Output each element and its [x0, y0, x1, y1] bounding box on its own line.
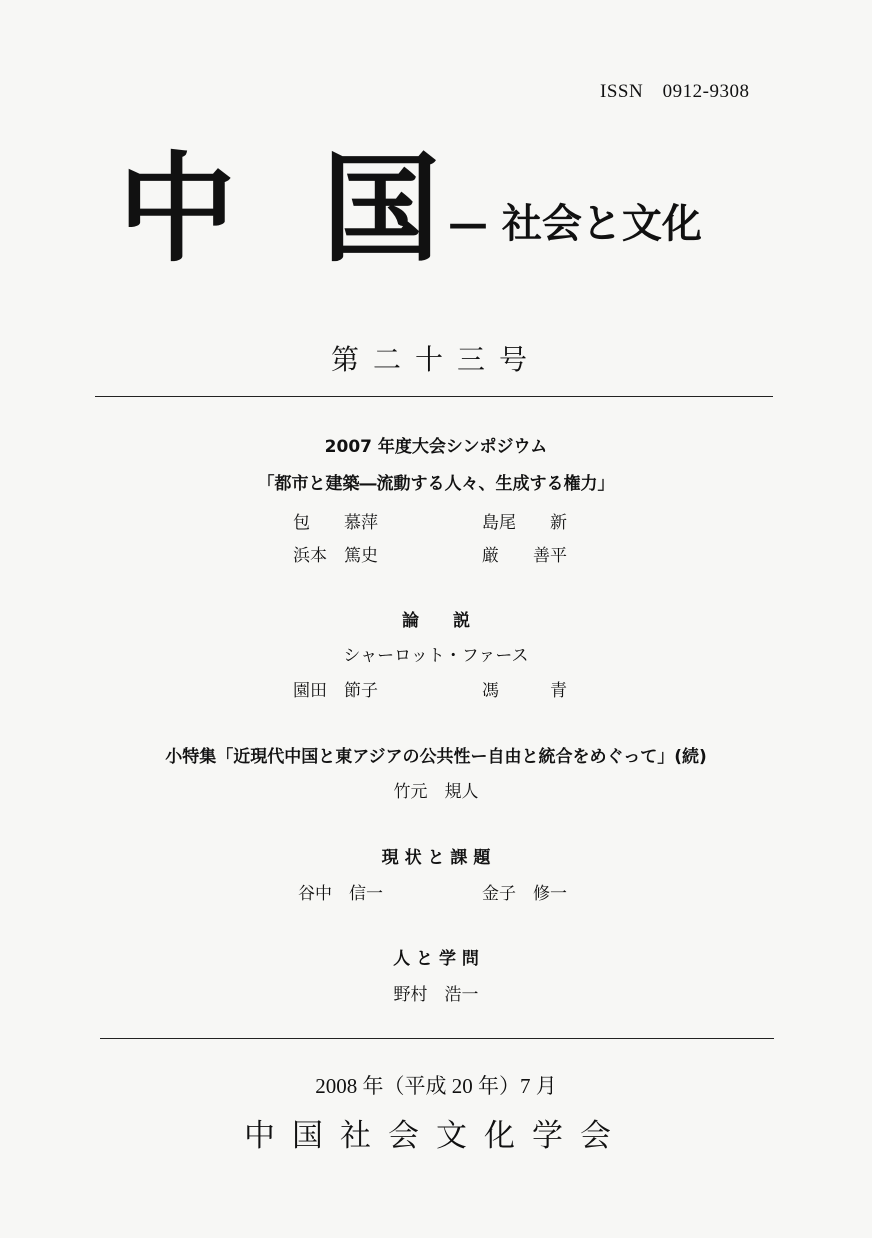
journal-subtitle: — 社会と文化: [448, 200, 702, 247]
author-name: 浜本 篤史: [293, 546, 378, 566]
bottom-divider: [100, 1038, 774, 1039]
journal-title-char-1: 中: [118, 139, 237, 278]
symposium-theme: 「都市と建築―流動する人々、生成する権力」: [257, 474, 615, 494]
section-heading-articles: 論 説: [402, 611, 470, 631]
author-name: 金子 修一: [482, 884, 567, 904]
section-heading-people: 人 と 学 問: [393, 949, 479, 969]
section-heading-special: 小特集「近現代中国と東アジアの公共性ー自由と統合をめぐって」(続): [165, 747, 707, 767]
author-name: 園田 節子: [293, 681, 378, 701]
journal-title-char-2: 国: [322, 139, 441, 278]
author-name: 竹元 規人: [393, 782, 479, 802]
issue-number: 第二十三号: [330, 343, 541, 376]
author-name: 馮 青: [482, 681, 567, 701]
symposium-heading: 2007 年度大会シンポジウム: [324, 437, 548, 457]
publisher-name: 中国社会文化学会: [244, 1118, 628, 1154]
section-heading-current: 現 状 と 課 題: [381, 848, 491, 868]
top-divider: [95, 396, 773, 397]
author-name: 包 慕萍: [293, 513, 378, 533]
author-name: 谷中 信一: [298, 884, 383, 904]
issn-number: ISSN 0912-9308: [600, 81, 750, 102]
author-name: 野村 浩一: [393, 985, 479, 1005]
author-name: 厳 善平: [482, 546, 567, 566]
author-name: 島尾 新: [482, 513, 567, 533]
publication-date: 2008 年（平成 20 年）7 月: [315, 1074, 557, 1098]
author-name: シャーロット・ファース: [343, 646, 529, 666]
